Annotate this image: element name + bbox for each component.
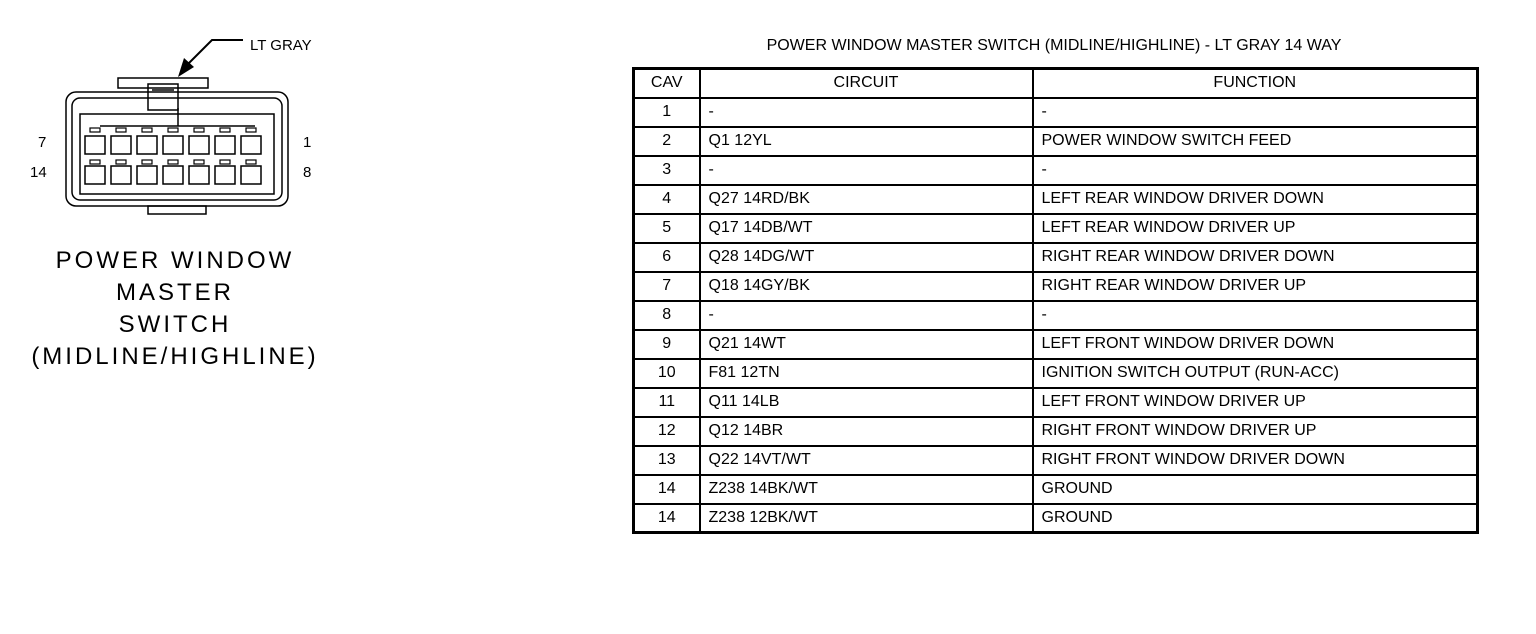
table-row bbox=[634, 417, 1478, 446]
connector-name-line: MASTER bbox=[115, 279, 234, 306]
connector-cavities bbox=[85, 128, 261, 184]
circuit-cell: Q17 14DB/WT bbox=[700, 214, 1033, 243]
cav-cell: 3 bbox=[634, 156, 700, 185]
table-row bbox=[634, 214, 1478, 243]
circuit-cell: F81 12TN bbox=[700, 359, 1033, 388]
circuit-cell: - bbox=[700, 98, 1033, 127]
cavity-top bbox=[215, 128, 235, 154]
function-cell: - bbox=[1033, 98, 1478, 127]
cavity-top bbox=[163, 128, 183, 154]
function-cell: LEFT FRONT WINDOW DRIVER DOWN bbox=[1033, 330, 1478, 359]
cav-cell: 10 bbox=[634, 359, 700, 388]
table-row bbox=[634, 185, 1478, 214]
header-function: FUNCTION bbox=[1033, 69, 1478, 98]
circuit-cell: Q18 14GY/BK bbox=[700, 272, 1033, 301]
pinout-table bbox=[632, 67, 1479, 534]
connector-name-line: SWITCH bbox=[118, 311, 232, 338]
function-cell: LEFT REAR WINDOW DRIVER UP bbox=[1033, 214, 1478, 243]
table-row bbox=[634, 243, 1478, 272]
cavity-bottom bbox=[215, 160, 235, 184]
cavity-bottom bbox=[241, 160, 261, 184]
connector-name-line: POWER WINDOW bbox=[55, 247, 295, 274]
cav-cell: 13 bbox=[634, 446, 700, 475]
table-row bbox=[634, 388, 1478, 417]
circuit-cell: - bbox=[700, 301, 1033, 330]
cavity-top bbox=[189, 128, 209, 154]
cavity-bottom bbox=[111, 160, 131, 184]
table-row bbox=[634, 446, 1478, 475]
function-cell: RIGHT FRONT WINDOW DRIVER UP bbox=[1033, 417, 1478, 446]
circuit-cell: Q28 14DG/WT bbox=[700, 243, 1033, 272]
function-cell: POWER WINDOW SWITCH FEED bbox=[1033, 127, 1478, 156]
function-cell: RIGHT REAR WINDOW DRIVER DOWN bbox=[1033, 243, 1478, 272]
table-header-row bbox=[634, 69, 1478, 98]
function-cell: GROUND bbox=[1033, 475, 1478, 504]
cavity-top bbox=[137, 128, 157, 154]
circuit-cell: Q27 14RD/BK bbox=[700, 185, 1033, 214]
table-row bbox=[634, 301, 1478, 330]
pin-label-8: 8 bbox=[303, 164, 312, 181]
cav-cell: 9 bbox=[634, 330, 700, 359]
cav-cell: 5 bbox=[634, 214, 700, 243]
function-cell: RIGHT REAR WINDOW DRIVER UP bbox=[1033, 272, 1478, 301]
pin-label-14: 14 bbox=[30, 164, 47, 181]
cav-cell: 1 bbox=[634, 98, 700, 127]
cavity-bottom bbox=[137, 160, 157, 184]
circuit-cell: Q22 14VT/WT bbox=[700, 446, 1033, 475]
pin-label-7: 7 bbox=[38, 134, 47, 151]
connector-name bbox=[20, 245, 330, 373]
cav-cell: 2 bbox=[634, 127, 700, 156]
cavity-bottom bbox=[163, 160, 183, 184]
table-title: POWER WINDOW MASTER SWITCH (MIDLINE/HIGHLINE) - LT GRAY 14 WAY bbox=[766, 37, 1342, 54]
function-cell: LEFT FRONT WINDOW DRIVER UP bbox=[1033, 388, 1478, 417]
cavity-top bbox=[241, 128, 261, 154]
cav-cell: 11 bbox=[634, 388, 700, 417]
table-row bbox=[634, 504, 1478, 533]
cav-cell: 8 bbox=[634, 301, 700, 330]
connector-name-line: (MIDLINE/HIGHLINE) bbox=[31, 343, 319, 370]
connector-housing bbox=[66, 78, 288, 214]
cav-cell: 12 bbox=[634, 417, 700, 446]
cav-cell: 14 bbox=[634, 475, 700, 504]
cav-cell: 14 bbox=[634, 504, 700, 533]
circuit-cell: Q12 14BR bbox=[700, 417, 1033, 446]
cav-cell: 6 bbox=[634, 243, 700, 272]
header-circuit: CIRCUIT bbox=[700, 69, 1033, 98]
circuit-cell: Z238 12BK/WT bbox=[700, 504, 1033, 533]
circuit-cell: Q1 12YL bbox=[700, 127, 1033, 156]
table-row bbox=[634, 272, 1478, 301]
circuit-cell: Q11 14LB bbox=[700, 388, 1033, 417]
circuit-cell: Z238 14BK/WT bbox=[700, 475, 1033, 504]
cavity-bottom bbox=[85, 160, 105, 184]
pin-label-1: 1 bbox=[303, 134, 312, 151]
table-row bbox=[634, 359, 1478, 388]
table-row bbox=[634, 127, 1478, 156]
cav-cell: 4 bbox=[634, 185, 700, 214]
cavity-top bbox=[85, 128, 105, 154]
header-cav: CAV bbox=[634, 69, 700, 98]
function-cell: IGNITION SWITCH OUTPUT (RUN-ACC) bbox=[1033, 359, 1478, 388]
table-row bbox=[634, 330, 1478, 359]
cavity-bottom bbox=[189, 160, 209, 184]
table-body bbox=[634, 98, 1478, 533]
function-cell: - bbox=[1033, 301, 1478, 330]
function-cell: LEFT REAR WINDOW DRIVER DOWN bbox=[1033, 185, 1478, 214]
table-row bbox=[634, 475, 1478, 504]
cav-cell: 7 bbox=[634, 272, 700, 301]
function-cell: - bbox=[1033, 156, 1478, 185]
color-label: LT GRAY bbox=[250, 37, 312, 54]
connector-diagram bbox=[0, 0, 340, 230]
table-row bbox=[634, 156, 1478, 185]
cavity-top bbox=[111, 128, 131, 154]
function-cell: RIGHT FRONT WINDOW DRIVER DOWN bbox=[1033, 446, 1478, 475]
circuit-cell: - bbox=[700, 156, 1033, 185]
circuit-cell: Q21 14WT bbox=[700, 330, 1033, 359]
function-cell: GROUND bbox=[1033, 504, 1478, 533]
color-label-leader-arrow bbox=[178, 40, 243, 77]
table-row bbox=[634, 98, 1478, 127]
